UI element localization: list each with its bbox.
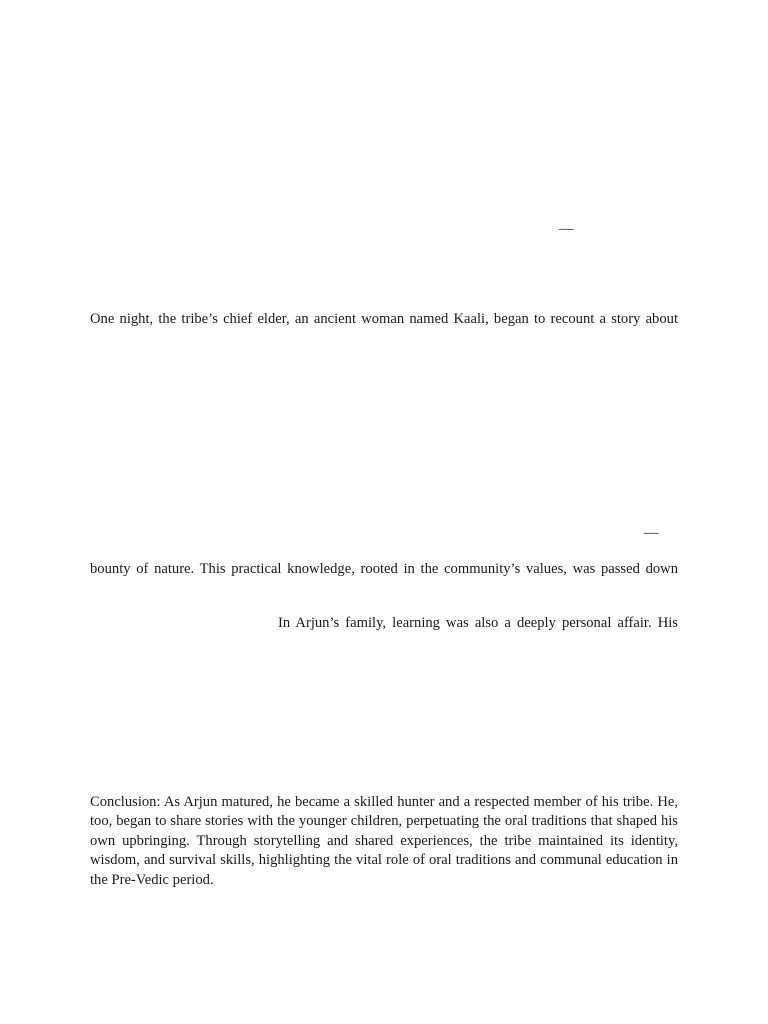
em-dash-1: — (559, 221, 574, 237)
text-line-bounty: bounty of nature. This practical knowledge, rooted in the community’s values, was passed down (90, 561, 678, 577)
em-dash-2: — (644, 525, 659, 541)
text-line-arjun-family: In Arjun’s family, learning was also a deeply personal affair. His (278, 615, 678, 631)
text-line-kaali: One night, the tribe’s chief elder, an ancient woman named Kaali, began to recount a story about (90, 311, 678, 327)
conclusion-paragraph: Conclusion: As Arjun matured, he became a skilled hunter and a respected member of his tribe. He, too, began to share stories with the younger children, perpetuating the oral traditions that shaped his own upbringing. Through storytelling and shared experiences, the tribe maintained its identity, wisdom, and survival skills, highlighting the vital role of oral traditions and communal education in the Pre-Vedic period. (90, 794, 678, 888)
